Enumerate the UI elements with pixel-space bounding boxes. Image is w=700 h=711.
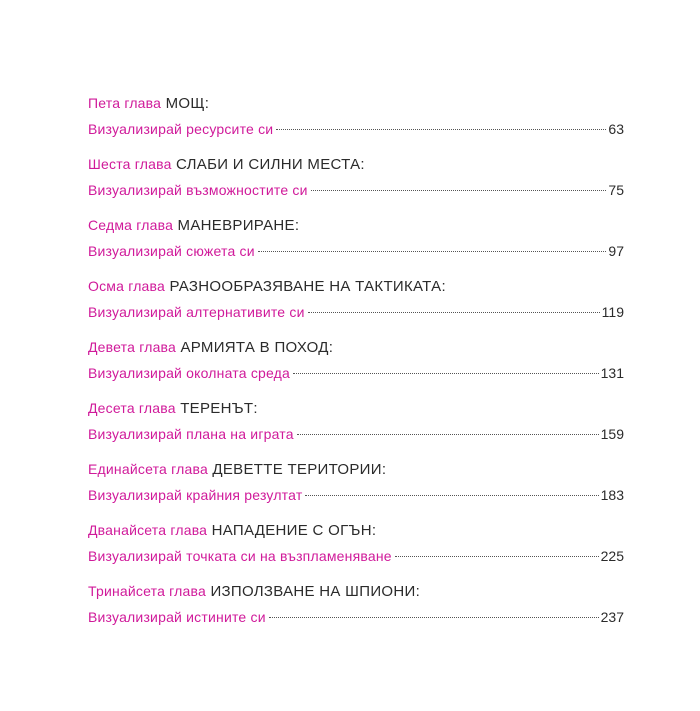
dot-leader [269,617,599,618]
toc-entry [88,517,624,578]
toc-line [88,604,624,630]
toc-entry [88,395,624,456]
page-number: 159 [600,426,624,442]
chapter-subtitle: Визуализирай околната среда [88,365,291,381]
chapter-heading [88,151,624,177]
toc-entry [88,212,624,273]
dot-leader [258,251,607,252]
chapter-number: Осма глава [88,278,166,294]
chapter-subtitle: Визуализирай крайния резултат [88,487,303,503]
chapter-heading [88,395,624,421]
dot-leader [297,434,599,435]
toc-entry [88,456,624,517]
toc-line [88,360,624,386]
chapter-number: Десета глава [88,400,176,416]
page-number: 237 [600,609,624,625]
toc-line [88,421,624,447]
dot-leader [308,312,600,313]
chapter-title: НАПАДЕНИЕ С ОГЪН: [211,522,377,539]
chapter-title: МАНЕВРИРАНЕ: [177,217,300,234]
page-number: 97 [608,243,624,259]
chapter-heading [88,334,624,360]
dot-leader [305,495,598,496]
toc-line [88,299,624,325]
chapter-title: АРМИЯТА В ПОХОД: [180,339,334,356]
toc-line [88,116,624,142]
chapter-heading [88,90,624,116]
toc-entry [88,90,624,151]
chapter-number: Единайсета глава [88,461,208,477]
toc-entry [88,578,624,639]
chapter-number: Шеста глава [88,156,172,172]
chapter-number: Дванайсета глава [88,522,208,538]
chapter-title: МОЩ: [165,95,210,112]
dot-leader [395,556,599,557]
chapter-subtitle: Визуализирай възможностите си [88,182,308,198]
chapter-title: СЛАБИ И СИЛНИ МЕСТА: [176,156,365,173]
toc-line [88,238,624,264]
toc-line [88,482,624,508]
dot-leader [276,129,606,130]
chapter-subtitle: Визуализирай сюжета си [88,243,255,259]
page-number: 63 [608,121,624,137]
page-number: 131 [600,365,624,381]
dot-leader [293,373,599,374]
page-number: 225 [600,548,624,564]
chapter-subtitle: Визуализирай ресурсите си [88,121,274,137]
chapter-number: Седма глава [88,217,174,233]
page-number: 183 [600,487,624,503]
chapter-title: ТЕРЕНЪТ: [180,400,258,417]
chapter-heading [88,578,624,604]
page-number: 119 [601,304,624,320]
chapter-subtitle: Визуализирай плана на играта [88,426,294,442]
toc-entry [88,151,624,212]
toc-line [88,177,624,203]
dot-leader [311,190,607,191]
chapter-subtitle: Визуализирай алтернативите си [88,304,305,320]
chapter-heading [88,212,624,238]
chapter-subtitle: Визуализирай точката си на възпламеняване [88,548,392,564]
chapter-heading [88,456,624,482]
chapter-number: Пета глава [88,95,162,111]
chapter-title: РАЗНООБРАЗЯВАНЕ НА ТАКТИКАТА: [169,278,446,295]
chapter-number: Тринайсета глава [88,583,206,599]
chapter-title: ДЕВЕТТЕ ТЕРИТОРИИ: [212,461,387,478]
page-number: 75 [608,182,624,198]
chapter-heading [88,273,624,299]
chapter-title: ИЗПОЛЗВАНЕ НА ШПИОНИ: [210,583,421,600]
toc-entry [88,334,624,395]
chapter-number: Девета глава [88,339,177,355]
toc-line [88,543,624,569]
chapter-heading [88,517,624,543]
toc-entry [88,273,624,334]
table-of-contents [88,90,624,639]
chapter-subtitle: Визуализирай истините си [88,609,266,625]
